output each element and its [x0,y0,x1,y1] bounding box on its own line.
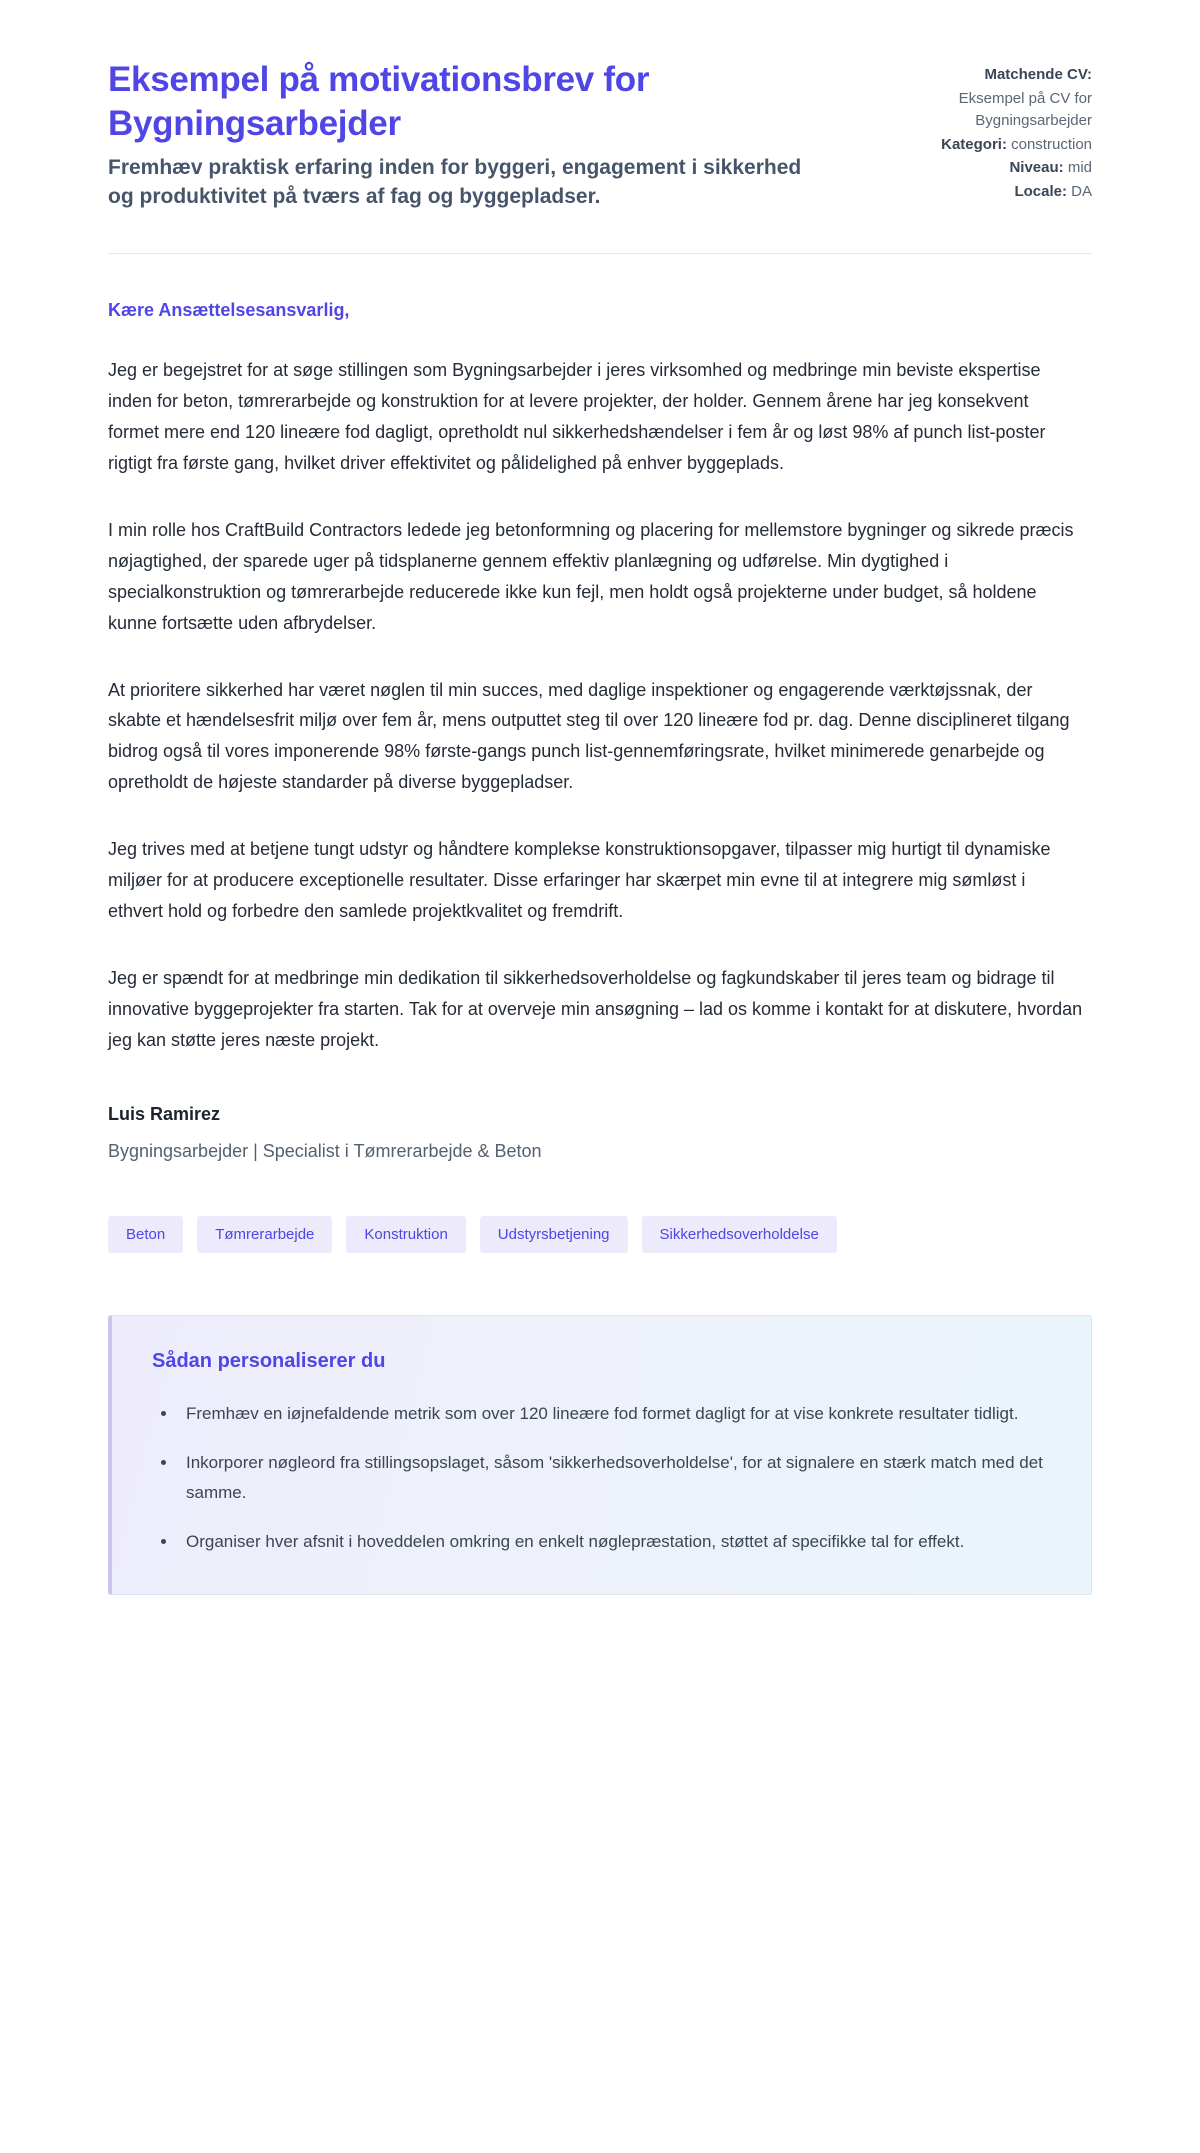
meta-locale [842,181,1092,204]
skill-tag[interactable]: Konstruktion [346,1216,465,1253]
document-metadata [842,58,1092,204]
skill-tag[interactable]: Tømrerarbejde [197,1216,332,1253]
meta-matching-cv [842,64,1092,87]
callout-tip-list [152,1399,1051,1556]
meta-matching-cv-value: Eksempel på CV for Bygningsarbejder [958,89,1092,129]
signature-role: Bygningsarbejder | Specialist i Tømrerarbejde & Beton [108,1141,542,1162]
header-text-block [108,58,802,211]
callout-tip-item: • Organiser hver afsnit i hoveddelen omkring en enkelt nøglepræstation, støttet af specifikke tal for effekt. [178,1527,1051,1556]
meta-matching-cv-value-row [842,88,1092,133]
meta-category-value: construction [1011,135,1092,153]
body-paragraph: Jeg trives med at betjene tungt udstyr og håndtere komplekse konstruktionsopgaver, tilpasser mig hurtigt til dynamiske miljøer for at producere exceptionelle resultater. Disse erfaringer har skærpet min evne til at integrere mig sømløst i ethvert hold og forbedre den samlede projektkvalitet og fremdrift. [108,839,1051,922]
meta-category-label: Kategori: [941,135,1007,153]
meta-category [842,134,1092,157]
skill-tag-list [108,1162,1092,1253]
salutation: Kære Ansættelsesansvarlig, [108,299,350,320]
skill-tag[interactable]: Beton [108,1216,183,1253]
cover-letter-body [108,254,1092,1056]
callout-tip-item: • Inkorporer nøgleord fra stillingsopslaget, såsom 'sikkerhedsoverholdelse', for at signalere en stærk match med det samme. [178,1448,1051,1506]
body-paragraph: Jeg er spændt for at medbringe min dedikation til sikkerhedsoverholdelse og fagkundskaber til jeres team og bidrage til innovative byggeprojekter fra starten. Tak for at overveje min ansøgning – lad os komme i kontakt for at diskutere, hvordan jeg kan støtte jeres næste projekt. [108,968,1083,1051]
meta-locale-value: DA [1071,182,1092,200]
page-header [108,0,1092,211]
skill-tag[interactable]: Sikkerhedsoverholdelse [642,1216,837,1253]
signature-name: Luis Ramirez [108,1104,221,1125]
meta-level [842,157,1092,180]
skill-tag[interactable]: Udstyrsbetjening [480,1216,628,1253]
body-paragraph: I min rolle hos CraftBuild Contractors ledede jeg betonformning og placering for mellemstore bygninger og sikrede præcis nøjagtighed, der sparede uger på tidsplanerne gennem effektiv planlægning og udførelse. Min dygtighed i specialkonstruktion og tømrerarbejde reducerede ikke kun fejl, men holdt også projekterne under budget, så holdene kunne fortsætte uden afbrydelser. [108,519,1074,633]
body-paragraph: Jeg er begejstret for at søge stillingen som Bygningsarbejder i jeres virksomhed og medbringe min beviste ekspertise inden for beton, tømrerarbejde og konstruktion for at levere projekter, der holder. Gennem årene har jeg konsekvent formet mere end 120 lineære fod dagligt, opretholdt nul sikkerhedshændelser i fem år og løst 98% af punch list-poster rigtigt fra første gang, hvilket driver effektivitet og pålidelighed på enhver byggeplads. [108,359,1046,473]
meta-locale-label: Locale: [1014,182,1067,200]
body-paragraph: At prioritere sikkerhed har været nøglen til min succes, med daglige inspektioner og engagerende værktøjssnak, der skabte et hændelsesfrit miljø over fem år, mens outputtet steg til over 120 lineære fod pr. dag. Denne disciplineret tilgang bidrog også til vores imponerende 98% første-gangs punch list-gennemføringsrate, hvilket minimerede genarbejde og opretholdt de højeste standarder på diverse byggepladser. [108,679,1070,793]
callout-tip-item: • Fremhæv en iøjnefaldende metrik som over 120 lineære fod formet dagligt for at vise konkrete resultater tidligt. [178,1399,1051,1428]
meta-matching-cv-label: Matchende CV: [984,66,1092,83]
signature-block [108,1056,1092,1162]
callout-title: Sådan personaliserer du [152,1350,386,1373]
meta-level-label: Niveau: [1009,159,1064,176]
page-title: Eksempel på motivationsbrev for Bygningsarbejder [108,60,650,144]
meta-level-value: mid [1067,159,1092,176]
page-subtitle: Fremhæv praktisk erfaring inden for byggeri, engagement i sikkerhed og produktivitet på tværs af fag og byggepladser. [108,156,802,208]
personalization-callout [108,1315,1092,1595]
